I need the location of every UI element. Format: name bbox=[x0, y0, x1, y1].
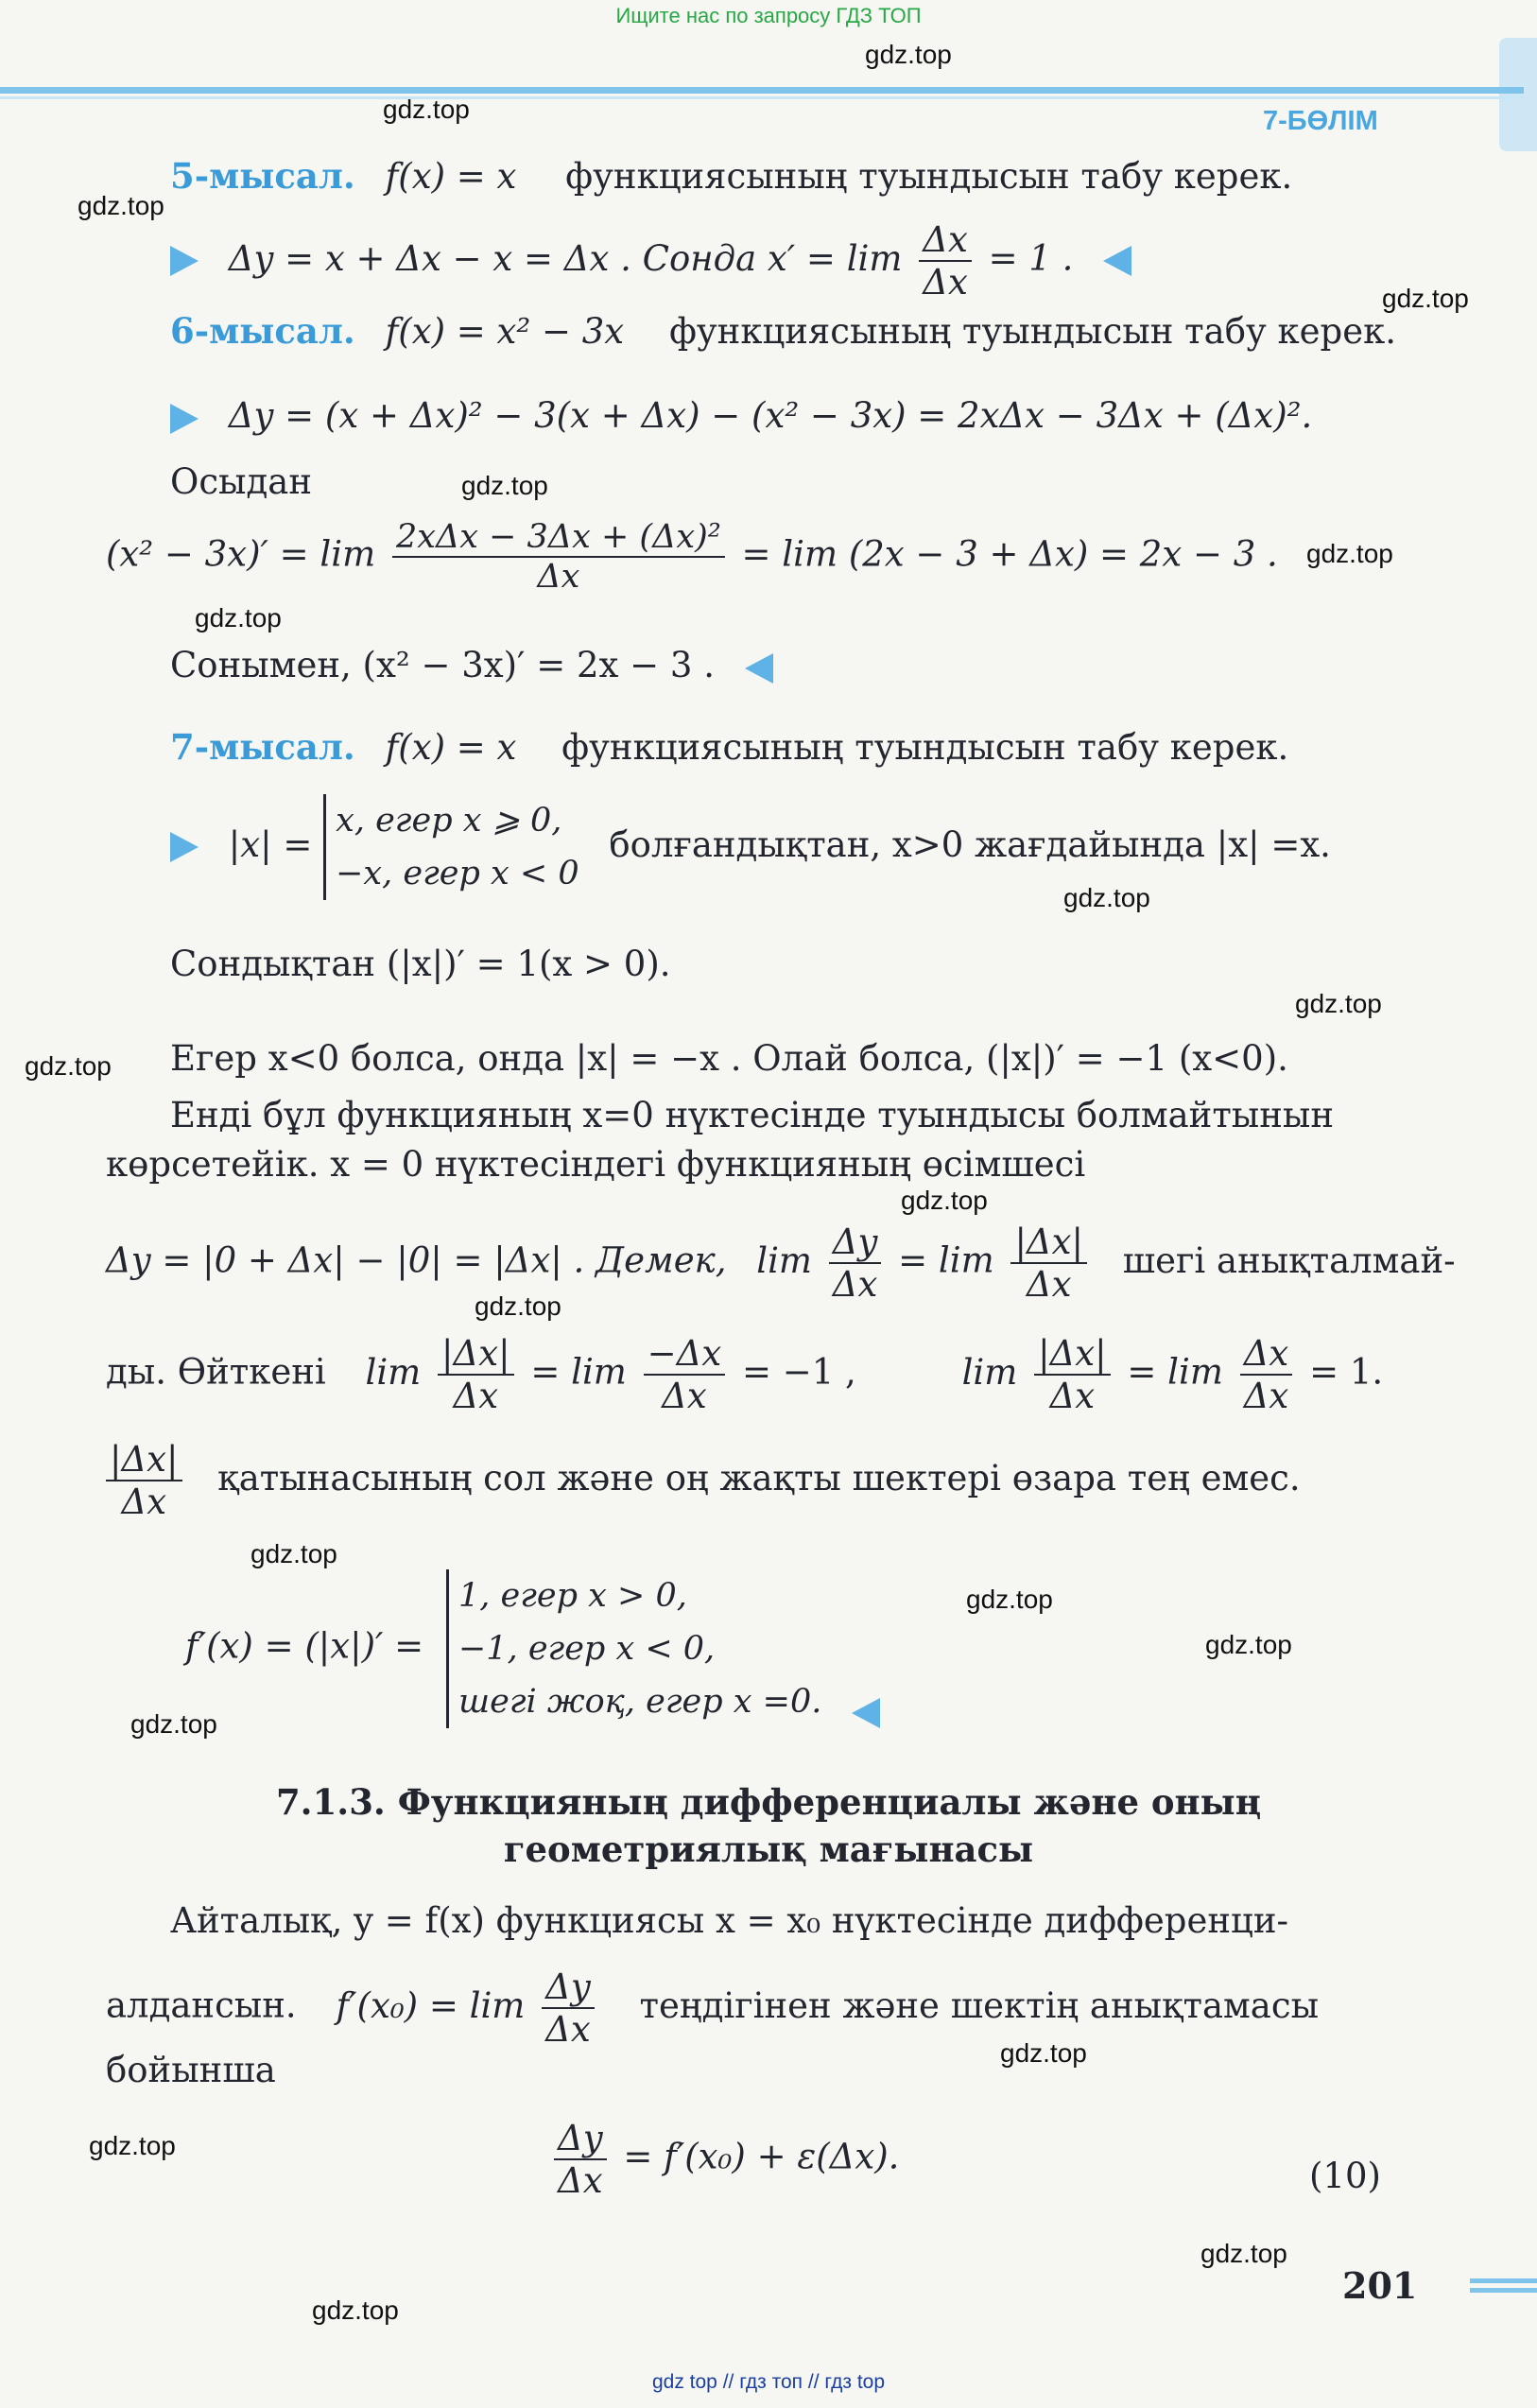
increment-formula: Δy = x + Δx − x = Δx . Сонда x′ = lim bbox=[228, 237, 903, 279]
piecewise-derivative bbox=[185, 1569, 880, 1728]
increment-line: Δy = |0 + Δx| − |0| = |Δx| . Демек, lim $\frac{\Delta y}{\Delta x}$ = lim $\frac{|\Delta x|}{\Delta x}$ шегі анықталмай- bbox=[106, 1221, 1456, 1305]
watermark: gdz.top bbox=[78, 191, 164, 220]
piece-1: 1, егер x > 0, bbox=[458, 1577, 687, 1615]
example-6-increment bbox=[170, 395, 1312, 436]
example-6-statement bbox=[170, 310, 1396, 352]
sec713-paragraph-3: бойынша bbox=[106, 2050, 276, 2090]
footer-links[interactable]: gdz top // гдз топ // гдз top bbox=[651, 2371, 886, 2393]
example-5-solution bbox=[170, 219, 1131, 303]
watermark: gdz.top bbox=[89, 2131, 176, 2160]
watermark: gdz.top bbox=[25, 1051, 112, 1081]
frac-numerator: Δx bbox=[919, 219, 972, 262]
task-text: функциясының туындысын табу керек. bbox=[668, 311, 1397, 352]
one-sided-limits: ды. Өйткені lim $\frac{|\Delta x|}{\Delta x}$ = lim $\frac{-\Delta x}{\Delta x}$ = −1 , lim $\frac{|\Delta x|}{\Delta x}$ = lim $\frac{\Delta x}{\Delta x}$ = 1. bbox=[106, 1333, 1384, 1416]
frac-denominator: Δx bbox=[923, 262, 968, 303]
example-5-statement bbox=[170, 155, 1292, 197]
example-label: 5-мысал. bbox=[170, 155, 355, 197]
because-text: болғандықтан, x>0 жағдайында |x| =x. bbox=[609, 823, 1331, 865]
example-label: 6-мысал. bbox=[170, 310, 355, 352]
frac-numerator: 2xΔx − 3Δx + (Δx)² bbox=[392, 518, 725, 558]
example-label: 7-мысал. bbox=[170, 726, 355, 768]
case-2: −x, егер x < 0 bbox=[336, 855, 579, 892]
watermark: gdz.top bbox=[1000, 2038, 1087, 2068]
frac-denominator: Δx bbox=[537, 558, 580, 596]
solution-end-marker-icon bbox=[1103, 246, 1131, 276]
watermark: gdz.top bbox=[865, 40, 952, 69]
watermark: gdz.top bbox=[383, 95, 470, 124]
sec713-paragraph-2: алдансын. f′(x₀) = lim $\frac{\Delta y}{\Delta x}$ теңдігінен және шектің анықтамасы bbox=[106, 1966, 1320, 2050]
example-6-derivative bbox=[106, 518, 1278, 596]
watermark: gdz.top bbox=[1063, 883, 1150, 912]
solution-start-marker-icon bbox=[170, 246, 199, 276]
piece-3: шегі жоқ, егер x =0. bbox=[458, 1683, 822, 1721]
ratio-text: қатынасының сол және оң жақты шектері өзара тең емес. bbox=[217, 1457, 1301, 1499]
task-text: функциясының туындысын табу керек. bbox=[565, 156, 1293, 197]
paragraph-line-2: көрсетейік. x = 0 нүктесіндегі функцияның өсімшесі bbox=[106, 1144, 1086, 1185]
right-limit-result: = 1. bbox=[1309, 1351, 1384, 1393]
therefore-text: Сондықтан (|x|)′ = 1(x > 0). bbox=[170, 944, 671, 984]
paragraph-line-1: Енді бұл функцияның x=0 нүктесінде туындысы болмайтынын bbox=[170, 1095, 1335, 1135]
osydan-text: Осыдан bbox=[170, 461, 313, 502]
increment-formula: Δy = |0 + Δx| − |0| = |Δx| . Демек, bbox=[106, 1239, 727, 1281]
right-edge-tab bbox=[1499, 38, 1537, 151]
function: f(x) = x bbox=[385, 727, 517, 768]
watermark: gdz.top bbox=[901, 1186, 988, 1215]
piece-2: −1, егер x < 0, bbox=[458, 1630, 716, 1668]
page-number: 201 bbox=[1342, 2264, 1418, 2307]
watermark: gdz.top bbox=[312, 2295, 399, 2325]
watermark: gdz.top bbox=[475, 1291, 561, 1321]
negative-case-text: Егер x<0 болса, онда |x| = −x . Олай болса, (|x|)′ = −1 (x<0). bbox=[170, 1038, 1288, 1079]
section-heading-line-2: геометриялық мағынасы bbox=[503, 1828, 1034, 1870]
abs-lhs: |x| = bbox=[228, 823, 313, 865]
watermark: gdz.top bbox=[461, 471, 548, 500]
abs-definition bbox=[170, 794, 1331, 900]
watermark: gdz.top bbox=[195, 603, 282, 632]
fprime-lhs: f′(x) = (|x|)′ = bbox=[185, 1625, 424, 1667]
watermark: gdz.top bbox=[1200, 2239, 1287, 2268]
solution-end-marker-icon bbox=[745, 653, 773, 684]
watermark: gdz.top bbox=[1382, 284, 1469, 313]
watermark: gdz.top bbox=[1306, 539, 1393, 568]
example-7-statement bbox=[170, 726, 1288, 768]
function: f(x) = x² − 3x bbox=[385, 311, 625, 352]
p2b-text: теңдігінен және шектің анықтамасы bbox=[639, 1984, 1320, 2026]
formula-rhs: = f′(x₀) + ε(Δx). bbox=[623, 2136, 900, 2177]
case-1: x, егер x ⩾ 0, bbox=[336, 802, 562, 840]
section-heading-line-1: 7.1.3. Функцияның дифференциалы және оның bbox=[275, 1781, 1262, 1823]
increment-formula: Δy = (x + Δx)² − 3(x + Δx) − (x² − 3x) = 2xΔx − 3Δx + (Δx)². bbox=[228, 395, 1313, 436]
left-limit-result: = −1 , bbox=[741, 1351, 856, 1393]
task-text: функциясының туындысын табу керек. bbox=[561, 727, 1289, 768]
solution-end-marker-icon bbox=[852, 1698, 880, 1728]
solution-start-marker-icon bbox=[170, 832, 199, 862]
limit-text: шегі анықталмай- bbox=[1122, 1239, 1456, 1281]
watermark: gdz.top bbox=[130, 1709, 217, 1739]
example-6-conclusion bbox=[170, 645, 773, 685]
watermark: gdz.top bbox=[966, 1585, 1053, 1614]
dy-text: ды. Өйткені bbox=[106, 1351, 326, 1393]
p2a-text: алдансын. bbox=[106, 1984, 297, 2026]
derivative-lhs: (x² − 3x)′ = lim bbox=[106, 533, 376, 575]
equation-number: (10) bbox=[1309, 2156, 1381, 2196]
watermark: gdz.top bbox=[250, 1539, 337, 1568]
section-label: 7-БӨЛІМ bbox=[1263, 106, 1378, 136]
formula-10: $\frac{\Delta y}{\Delta x}$ = f′(x₀) + ε(Δx). bbox=[548, 2118, 899, 2201]
top-banner[interactable]: Ищите нас по запросу ГДЗ ТОП bbox=[615, 4, 922, 27]
header-rule bbox=[0, 87, 1524, 94]
function: f(x) = x bbox=[385, 156, 517, 197]
watermark: gdz.top bbox=[1295, 989, 1382, 1018]
solution-start-marker-icon bbox=[170, 404, 199, 434]
footer-rule bbox=[1470, 2278, 1537, 2283]
result: = 1 . bbox=[988, 237, 1074, 279]
footer-rule bbox=[1470, 2288, 1537, 2293]
conclusion-text: Сонымен, (x² − 3x)′ = 2x − 3 . bbox=[170, 645, 715, 685]
watermark: gdz.top bbox=[1205, 1630, 1292, 1659]
fx0-formula: f′(x₀) = lim bbox=[336, 1984, 526, 2026]
derivative-rhs: = lim (2x − 3 + Δx) = 2x − 3 . bbox=[741, 533, 1278, 575]
ratio-line: $\frac{|\Delta x|}{\Delta x}$ қатынасының сол және оң жақты шектері өзара тең емес. bbox=[106, 1439, 1301, 1522]
sec713-paragraph-1: Айталық, y = f(x) функциясы x = x₀ нүктесінде дифференци- bbox=[170, 1900, 1288, 1941]
header-rule-thin bbox=[0, 96, 1524, 99]
